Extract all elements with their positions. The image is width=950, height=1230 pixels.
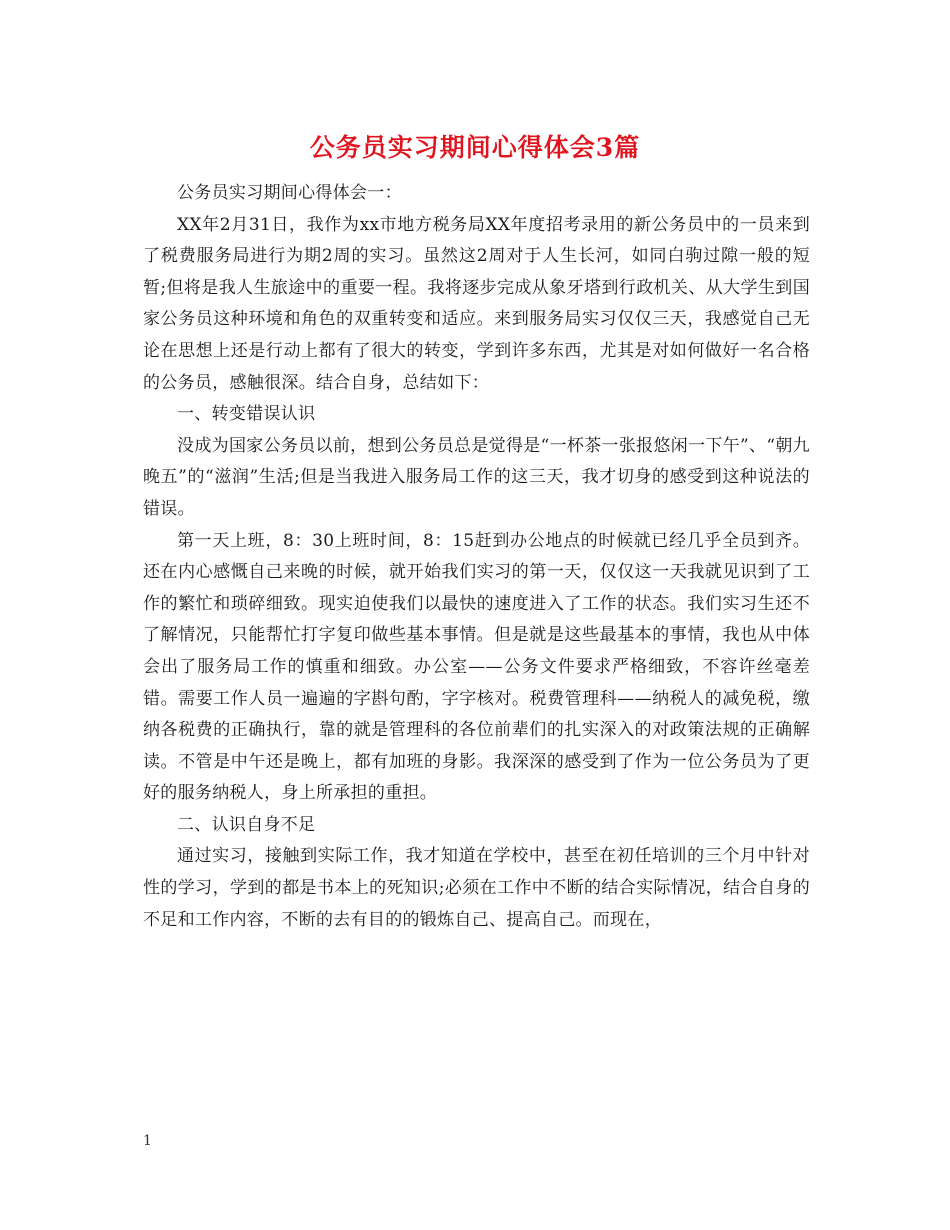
paragraph-section-1b: 第一天上班，8：30上班时间，8：15赶到办公地点的时候就已经几乎全员到齐。还在内心感慨自己来晚的时候，就开始我们实习的第一天，仅仅这一天我就见识到了工作的繁忙和琐碎细致。现实迫使我们以最快的速度进入了工作的状态。我们实习生还不了解情况，只能帮忙打字复印做些基本事情。但是就是这些最基本的事情，我也从中体会出了服务局工作的慎重和细致。办公室——公务文件要求严格细致，不容许丝毫差错。需要工作人员一遍遍的字斟句酌，字字核对。税费管理科——纳税人的减免税，缴纳各税费的正确执行，靠的就是管理科的各位前辈们的扎实深入的对政策法规的正确解读。不管是中午还是晚上，都有加班的身影。我深深的感受到了作为一位公务员为了更好的服务纳税人，身上所承担的重担。 — [143, 530, 810, 804]
document-body — [143, 178, 810, 936]
section-heading-1: 一、转变错误认识 — [177, 404, 316, 425]
paragraph-opening: XX年2月31日，我作为xx市地方税务局XX年度招考录用的新公务员中的一员来到了税费服务局进行为期2周的实习。虽然这2周对于人生长河，如同白驹过隙一般的短暂;但将是我人生旅途中的重要一程。我将逐步完成从象牙塔到行政机关、从大学生到国家公务员这种环境和角色的双重转变和适应。来到服务局实习仅仅三天，我感觉自己无论在思想上还是行动上都有了很大的转变，学到许多东西，尤其是对如何做好一名合格的公务员，感触很深。结合自身，总结如下： — [143, 214, 810, 393]
section-heading-2: 二、认识自身不足 — [177, 814, 316, 835]
paragraph-section-1a: 没成为国家公务员以前，想到公务员总是觉得是“一杯茶一张报悠闲一下午”、“朝九晚五”的“滋润”生活;但是当我进入服务局工作的这三天，我才切身的感受到这种说法的错误。 — [143, 435, 810, 519]
page-number: 1 — [143, 1133, 152, 1149]
paragraph-intro-heading: 公务员实习期间心得体会一： — [177, 183, 402, 203]
paragraph-section-2a: 通过实习，接触到实际工作，我才知道在学校中，甚至在初任培训的三个月中针对性的学习，学到的都是书本上的死知识;必须在工作中不断的结合实际情况，结合自身的不足和工作内容，不断的去有目的的锻炼自己、提高自己。而现在， — [143, 846, 810, 930]
document-title: 公务员实习期间心得体会3篇 — [309, 133, 641, 162]
